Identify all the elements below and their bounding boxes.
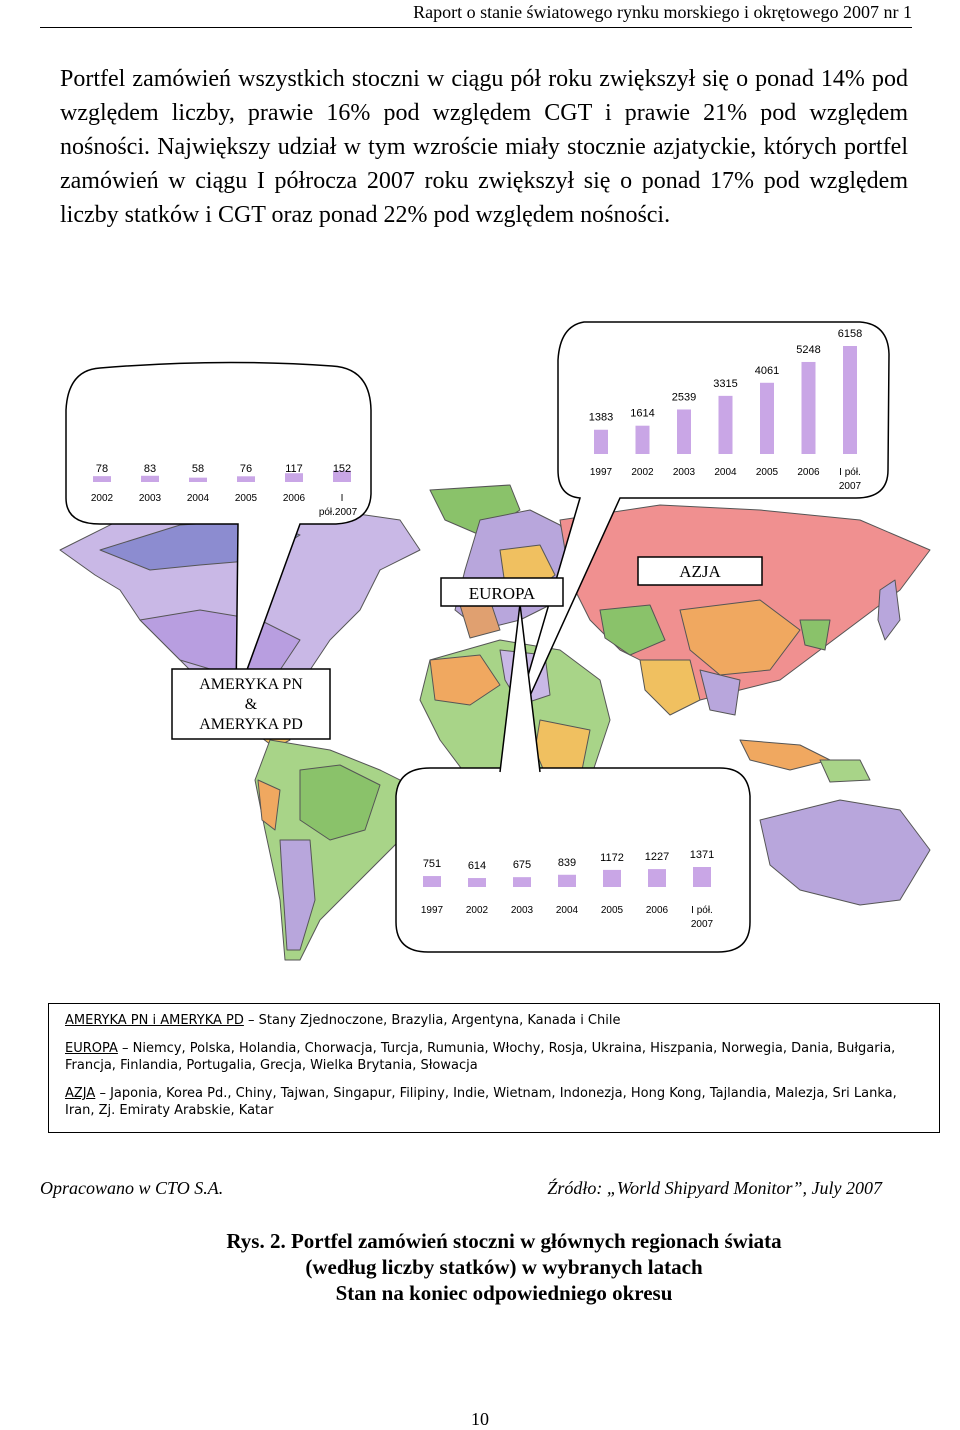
legend-europe-text: Niemcy, Polska, Holandia, Chorwacja, Turcja, Rumunia, Włochy, Rosja, Ukraina, Hiszpania, Norwegia, Dania, Bułgaria, Francja, Finlandia, Portugalia, Grecja, Wielka Brytania, Słowacja — [65, 1041, 896, 1073]
category-label: I pół. — [691, 905, 713, 916]
figure-caption — [0, 1228, 960, 1306]
label-ameryka — [172, 669, 330, 739]
bar — [603, 870, 621, 887]
category-label: pół.2007 — [318, 507, 358, 518]
category-label: I — [340, 493, 344, 504]
bar — [719, 396, 733, 454]
category-label: 2002 — [465, 905, 489, 916]
bar-value-label: 58 — [191, 463, 205, 475]
category-label: 2006 — [645, 905, 669, 916]
caption-line-2: (według liczby statków) w wybranych latach — [305, 1255, 703, 1279]
category-label: 2007 — [690, 919, 714, 930]
bar-value-label: 675 — [512, 859, 532, 872]
bar-value-label: 1614 — [630, 407, 655, 420]
legend-asia-text: Japonia, Korea Pd., Chiny, Tajwan, Singapur, Filipiny, Indie, Wietnam, Indonezja, Hong Kong, Tajlandia, Malezja, Sri Lanka, Iran, Zj. Emiraty Arabskie, Katar — [65, 1086, 897, 1118]
legend-americas-text: Stany Zjednoczone, Brazylia, Argentyna, Kanada i Chile — [258, 1013, 621, 1028]
bar-value-label: 751 — [422, 858, 442, 871]
region-legend-box — [48, 1003, 940, 1133]
legend-europe: EUROPA – Niemcy, Polska, Holandia, Chorwacja, Turcja, Rumunia, Włochy, Rosja, Ukraina, Hiszpania, Norwegia, Dania, Bułgaria, Francja, Finlandia, Portugalia, Grecja, Wielka Brytania, Słowacja — [65, 1041, 896, 1073]
bar — [93, 476, 111, 482]
running-title: Raport o stanie światowego rynku morskiego i okrętowego 2007 nr 1 — [413, 2, 912, 22]
category-label: 2003 — [138, 493, 162, 504]
page-number: 10 — [471, 1409, 489, 1429]
bar — [636, 426, 650, 454]
bar-value-label: 1227 — [644, 851, 670, 864]
category-label: 2002 — [90, 493, 114, 504]
azja-label: AZJA — [679, 562, 721, 581]
bar-value-label: 83 — [143, 463, 157, 475]
bar — [513, 877, 531, 887]
category-label: I pół. — [839, 467, 861, 478]
label-europa — [441, 578, 563, 606]
bar — [594, 430, 608, 454]
europa-label: EUROPA — [468, 584, 536, 603]
figure-canvas — [0, 320, 960, 990]
bar-value-label: 1371 — [689, 849, 715, 861]
bar-value-label: 117 — [285, 463, 303, 475]
running-header — [40, 0, 912, 28]
category-label: 2005 — [600, 905, 624, 916]
category-label: 2007 — [838, 481, 862, 492]
bar — [423, 876, 441, 887]
category-label: 2006 — [282, 493, 306, 504]
bar — [237, 476, 255, 482]
category-label: 2004 — [186, 493, 210, 504]
body-paragraph: Portfel zamówień wszystkich stoczni w ciągu pół roku zwiększył się o ponad 14% pod względem liczby, prawie 16% pod względem CGT i prawie 21% pod względem nośności. Największy udział w tym wzroście miały stocznie azjatyckie, których portfel zamówień w ciągu I półrocza 2007 roku zwiększył się o ponad 17% pod względem liczby statków i CGT oraz ponad 22% pod względem nośności. — [60, 66, 908, 228]
legend-europe-key: EUROPA — [65, 1041, 118, 1056]
bar — [760, 383, 774, 454]
legend-americas-key: AMERYKA PN i AMERYKA PD — [65, 1013, 244, 1028]
credit-left: Opracowano w CTO S.A. — [40, 1178, 224, 1198]
ameryka-label-line-1: AMERYKA PN — [199, 676, 303, 693]
ameryka-label-line-3: AMERYKA PD — [199, 716, 303, 733]
bar-value-label: 614 — [467, 860, 487, 873]
category-label: 2006 — [797, 467, 820, 478]
category-label: 2003 — [510, 905, 534, 916]
bar-value-label: 76 — [239, 463, 253, 475]
bar — [141, 476, 159, 482]
legend-asia: AZJA – Japonia, Korea Pd., Chiny, Tajwan, Singapur, Filipiny, Indie, Wietnam, Indonezja, Hong Kong, Tajlandia, Malezja, Sri Lanka, Iran, Zj. Emiraty Arabskie, Katar — [65, 1086, 897, 1118]
bar-value-label: 1172 — [600, 851, 624, 864]
caption-line-1: Rys. 2. Portfel zamówień stoczni w głównych regionach świata — [226, 1229, 782, 1253]
bar — [189, 478, 207, 482]
category-label: 1997 — [420, 905, 444, 916]
category-label: 2002 — [631, 467, 654, 478]
bar-value-label: 78 — [95, 463, 109, 475]
bar — [693, 867, 711, 887]
category-label: 2005 — [234, 493, 258, 504]
bar — [843, 346, 857, 454]
category-label: 1997 — [589, 467, 613, 478]
figure-credits — [40, 1178, 882, 1199]
caption-line-3: Stan na koniec odpowiedniego okresu — [335, 1281, 673, 1305]
category-label: 2005 — [755, 467, 779, 478]
bar-value-label: 1383 — [588, 411, 614, 424]
label-azja — [638, 557, 762, 585]
category-label: 2004 — [555, 905, 579, 916]
bar-value-label: 5248 — [796, 343, 821, 356]
world-map-figure — [0, 320, 960, 990]
bar-value-label: 4061 — [754, 364, 780, 377]
bar-value-label: 2539 — [671, 391, 697, 404]
bar — [802, 362, 816, 454]
legend-americas: AMERYKA PN i AMERYKA PD – Stany Zjednoczone, Brazylia, Argentyna, Kanada i Chile — [65, 1013, 621, 1028]
category-label: 2003 — [672, 467, 696, 478]
bar — [677, 409, 691, 454]
bar-value-label: 152 — [332, 463, 352, 475]
ameryka-label-line-2: & — [244, 696, 258, 713]
legend-asia-key: AZJA — [65, 1086, 96, 1101]
credit-source: Źródło: „World Shipyard Monitor”, July 2007 — [547, 1178, 882, 1198]
bar-value-label: 839 — [557, 856, 577, 869]
bar — [468, 878, 486, 887]
bar-value-label: 6158 — [837, 328, 863, 340]
bar-value-label: 3315 — [713, 377, 738, 390]
category-label: 2004 — [714, 467, 737, 478]
bar — [648, 869, 666, 887]
bar — [558, 875, 576, 887]
